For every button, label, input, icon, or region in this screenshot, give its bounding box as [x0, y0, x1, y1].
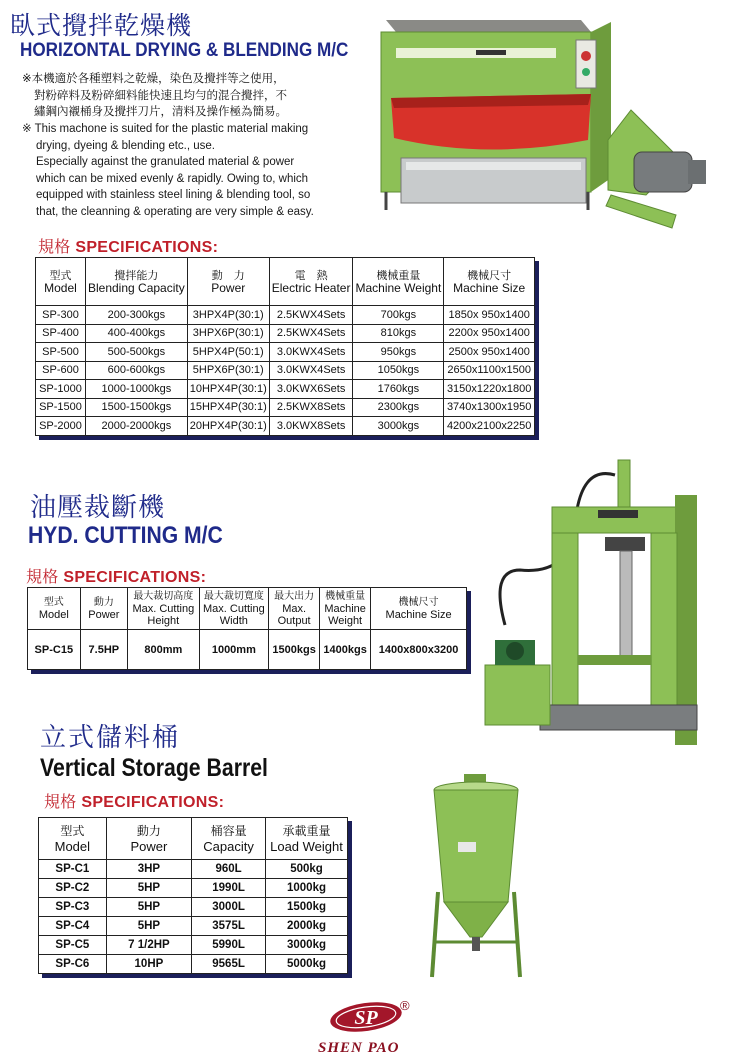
- table-cell: 950kgs: [353, 343, 444, 362]
- table-cell: SP-1000: [36, 380, 86, 399]
- header-en: Power: [130, 838, 168, 854]
- table-cell: SP-1500: [36, 398, 86, 417]
- sp-logo-mark: [326, 996, 410, 1036]
- hydraulic-cutting-machine-image: [480, 455, 705, 745]
- desc-en-line: that, the cleanning & operating are very simple & easy.: [36, 205, 314, 218]
- header-cn: 機械尺寸: [398, 596, 439, 608]
- table-cell: 1050kgs: [353, 361, 444, 380]
- header-cn: 機械重量: [376, 268, 421, 282]
- header-en: Max. Cutting Width: [202, 602, 265, 627]
- col-header-capacity: [192, 818, 266, 860]
- table-cell: 500kg: [265, 860, 347, 879]
- header-cn: 動力: [136, 823, 161, 838]
- header-en: Machine Weight: [355, 280, 442, 295]
- col-header-output: [269, 588, 320, 630]
- desc-en-line: Especially against the granulated material & power: [36, 156, 295, 168]
- table-cell: SP-C15: [28, 630, 81, 670]
- table-cell: 2.5KWX4Sets: [269, 306, 353, 325]
- table-cell: 1000mm: [199, 630, 269, 670]
- table-cell: 3575L: [192, 917, 266, 936]
- table-cell: SP-C4: [39, 917, 107, 936]
- header-en: Power: [88, 608, 120, 621]
- table-cell: 3HPX6P(30:1): [187, 324, 269, 343]
- desc-cn-line: 對粉碎料及粉碎細料能快速且均勻的混合攪拌，不: [34, 87, 287, 102]
- table-cell: 2.5KWX4Sets: [269, 324, 353, 343]
- vertical-storage-barrel-image: [428, 772, 528, 987]
- table-cell: 3HPX4P(30:1): [187, 306, 269, 325]
- col-header-load-weight: [265, 818, 347, 860]
- section2-spec-table: [27, 587, 467, 670]
- header-en: Load Weight: [270, 838, 343, 854]
- table-header-row: [28, 588, 467, 630]
- spec-label-en: SPECIFICATIONS:: [81, 794, 225, 811]
- header-en: Machine Size: [385, 608, 452, 621]
- table-cell: 700kgs: [353, 306, 444, 325]
- table-cell: 5HP: [106, 917, 191, 936]
- table-cell: 960L: [192, 860, 266, 879]
- header-cn: 機械尺寸: [467, 268, 512, 282]
- header-en: Max. Cutting Height: [132, 602, 195, 627]
- header-en: Max. Output: [277, 602, 311, 627]
- desc-en-line: which can be mixed evenly & rapidly. Owing to, which: [36, 172, 309, 185]
- col-header-weight: [353, 258, 444, 306]
- table-cell: 10HP: [106, 955, 191, 974]
- table-cell: 1400kgs: [320, 630, 371, 670]
- table-row: [39, 898, 348, 917]
- desc-cn-line: ※本機適於各種塑料之乾燥，染色及攪拌等之使用，: [22, 71, 285, 85]
- col-header-size: [444, 258, 535, 306]
- table-cell: 2650x1100x1500: [444, 361, 535, 380]
- spec-label-en: SPECIFICATIONS:: [63, 569, 207, 586]
- table-row: [36, 361, 535, 380]
- logo-text: SP: [354, 1007, 378, 1029]
- table-cell: 3HP: [106, 860, 191, 879]
- section1-title-en: HORIZONTAL DRYING & BLENDING M/C: [20, 40, 349, 61]
- spec-label-cn: 規格: [44, 792, 77, 811]
- spec-label-cn: 規格: [38, 237, 71, 256]
- table-cell: 5HP: [106, 898, 191, 917]
- table-row: [36, 324, 535, 343]
- table-cell: 2.5KWX8Sets: [269, 398, 353, 417]
- table-cell: 1500-1500kgs: [85, 398, 187, 417]
- section2-spec-heading: [26, 564, 206, 587]
- section1-description-en: [22, 121, 372, 220]
- section2-title-en: HYD. CUTTING M/C: [28, 522, 223, 549]
- table-cell: 10HPX4P(30:1): [187, 380, 269, 399]
- table-row: [36, 343, 535, 362]
- table-cell: 2000kg: [265, 917, 347, 936]
- header-cn: 電 熱: [294, 268, 328, 282]
- table-cell: 800mm: [128, 630, 200, 670]
- brand-name: SHEN PAO: [318, 1040, 400, 1056]
- header-en: Machine Weight: [324, 602, 366, 627]
- table-cell: 5000kg: [265, 955, 347, 974]
- table-cell: SP-2000: [36, 417, 86, 436]
- table-cell: 2300kgs: [353, 398, 444, 417]
- table-cell: 2000-2000kgs: [85, 417, 187, 436]
- header-cn: 動力: [93, 596, 114, 608]
- col-header-model: [28, 588, 81, 630]
- col-header-heater: [269, 258, 353, 306]
- table-cell: 500-500kgs: [85, 343, 187, 362]
- table-cell: 3000kg: [265, 936, 347, 955]
- table-header-row: [39, 818, 348, 860]
- spec-label-en: SPECIFICATIONS:: [75, 239, 219, 256]
- section1-title-cn: 臥式攪拌乾燥機: [10, 11, 193, 40]
- header-cn: 最大裁切高度: [133, 590, 194, 602]
- table-cell: SP-C2: [39, 879, 107, 898]
- table-cell: SP-C3: [39, 898, 107, 917]
- section1-description-cn: [22, 70, 362, 120]
- col-header-weight: [320, 588, 371, 630]
- table-row: [39, 936, 348, 955]
- col-header-power: [80, 588, 127, 630]
- col-header-size: [371, 588, 467, 630]
- section3-title-cn: 立式儲料桶: [40, 723, 181, 753]
- header-cn: 最大裁切寬度: [203, 590, 264, 602]
- table-cell: 1760kgs: [353, 380, 444, 399]
- header-en: Electric Heater: [271, 280, 351, 295]
- table-cell: 3.0KWX4Sets: [269, 361, 353, 380]
- table-cell: 1000kg: [265, 879, 347, 898]
- header-cn: 桶容量: [210, 823, 247, 838]
- table-cell: SP-C1: [39, 860, 107, 879]
- header-cn: 型式: [49, 268, 72, 282]
- table-cell: 1850x 950x1400: [444, 306, 535, 325]
- col-header-cut-width: [199, 588, 269, 630]
- table-cell: 1500kgs: [269, 630, 320, 670]
- section1-spec-heading: [38, 234, 218, 257]
- header-cn: 動 力: [211, 268, 245, 282]
- table-cell: 7 1/2HP: [106, 936, 191, 955]
- spec-label-cn: 規格: [26, 567, 59, 586]
- col-header-capacity: [85, 258, 187, 306]
- table-cell: 9565L: [192, 955, 266, 974]
- col-header-cut-height: [128, 588, 200, 630]
- table-cell: 2200x 950x1400: [444, 324, 535, 343]
- table-row: [28, 630, 467, 670]
- table-cell: 1400x800x3200: [371, 630, 467, 670]
- table-cell: 400-400kgs: [85, 324, 187, 343]
- table-cell: 5HPX6P(30:1): [187, 361, 269, 380]
- table-cell: 2500x 950x1400: [444, 343, 535, 362]
- table-cell: SP-C6: [39, 955, 107, 974]
- table-row: [39, 860, 348, 879]
- header-en: Power: [211, 280, 246, 295]
- header-en: Blending Capacity: [87, 280, 185, 295]
- section1-spec-table: [35, 257, 535, 436]
- table-cell: 3.0KWX8Sets: [269, 417, 353, 436]
- table-row: [36, 380, 535, 399]
- table-cell: SP-500: [36, 343, 86, 362]
- table-cell: 1990L: [192, 879, 266, 898]
- shen-pao-logo: [318, 996, 438, 1060]
- desc-cn-line: 繡鋼內襯桶身及攪拌刀片，清料及操作極為簡易。: [34, 104, 287, 118]
- header-en: Machine Size: [453, 280, 526, 295]
- table-cell: 3740x1300x1950: [444, 398, 535, 417]
- table-cell: 810kgs: [353, 324, 444, 343]
- table-cell: 3150x1220x1800: [444, 380, 535, 399]
- table-header-row: [36, 258, 535, 306]
- table-cell: 600-600kgs: [85, 361, 187, 380]
- horizontal-blending-machine-image: [376, 10, 726, 240]
- header-cn: 機械重量: [325, 590, 366, 602]
- section3-spec-table: [38, 817, 348, 974]
- desc-en-line: ※ This machone is suited for the plastic material making: [22, 123, 309, 135]
- header-en: Model: [54, 838, 91, 854]
- header-cn: 型式: [60, 823, 85, 838]
- col-header-model: [36, 258, 86, 306]
- table-row: [39, 917, 348, 936]
- table-cell: 7.5HP: [80, 630, 127, 670]
- table-row: [36, 306, 535, 325]
- table-cell: 5HPX4P(50:1): [187, 343, 269, 362]
- header-cn: 承載重量: [282, 823, 331, 838]
- table-cell: 3.0KWX6Sets: [269, 380, 353, 399]
- table-row: [36, 398, 535, 417]
- header-cn: 最大出力: [274, 590, 315, 602]
- table-row: [39, 879, 348, 898]
- desc-en-line: equipped with stainless steel lining & blending tool, so: [36, 189, 311, 201]
- col-header-model: [39, 818, 107, 860]
- desc-en-line: drying, dyeing & blending etc., use.: [36, 139, 216, 152]
- header-cn: 型式: [43, 596, 64, 608]
- col-header-power: [106, 818, 191, 860]
- table-row: [36, 417, 535, 436]
- table-cell: 20HPX4P(30:1): [187, 417, 269, 436]
- table-cell: SP-300: [36, 306, 86, 325]
- table-cell: 15HPX4P(30:1): [187, 398, 269, 417]
- registered-mark: ®: [400, 998, 410, 1013]
- table-cell: 5990L: [192, 936, 266, 955]
- header-en: Model: [44, 280, 77, 295]
- table-cell: 200-300kgs: [85, 306, 187, 325]
- section2-title-cn: 油壓裁斷機: [30, 493, 166, 523]
- table-cell: SP-C5: [39, 936, 107, 955]
- table-row: [39, 955, 348, 974]
- table-cell: 3000L: [192, 898, 266, 917]
- header-cn: 攪拌能力: [114, 268, 159, 282]
- table-cell: 3000kgs: [353, 417, 444, 436]
- table-cell: SP-600: [36, 361, 86, 380]
- col-header-power: [187, 258, 269, 306]
- table-cell: 3.0KWX4Sets: [269, 343, 353, 362]
- table-cell: 5HP: [106, 879, 191, 898]
- section3-spec-heading: [44, 789, 224, 812]
- table-cell: SP-400: [36, 324, 86, 343]
- section3-title-en: Vertical Storage Barrel: [40, 754, 268, 782]
- table-cell: 1500kg: [265, 898, 347, 917]
- header-en: Model: [38, 608, 69, 621]
- header-en: Capacity: [203, 838, 254, 854]
- table-cell: 4200x2100x2250: [444, 417, 535, 436]
- table-cell: 1000-1000kgs: [85, 380, 187, 399]
